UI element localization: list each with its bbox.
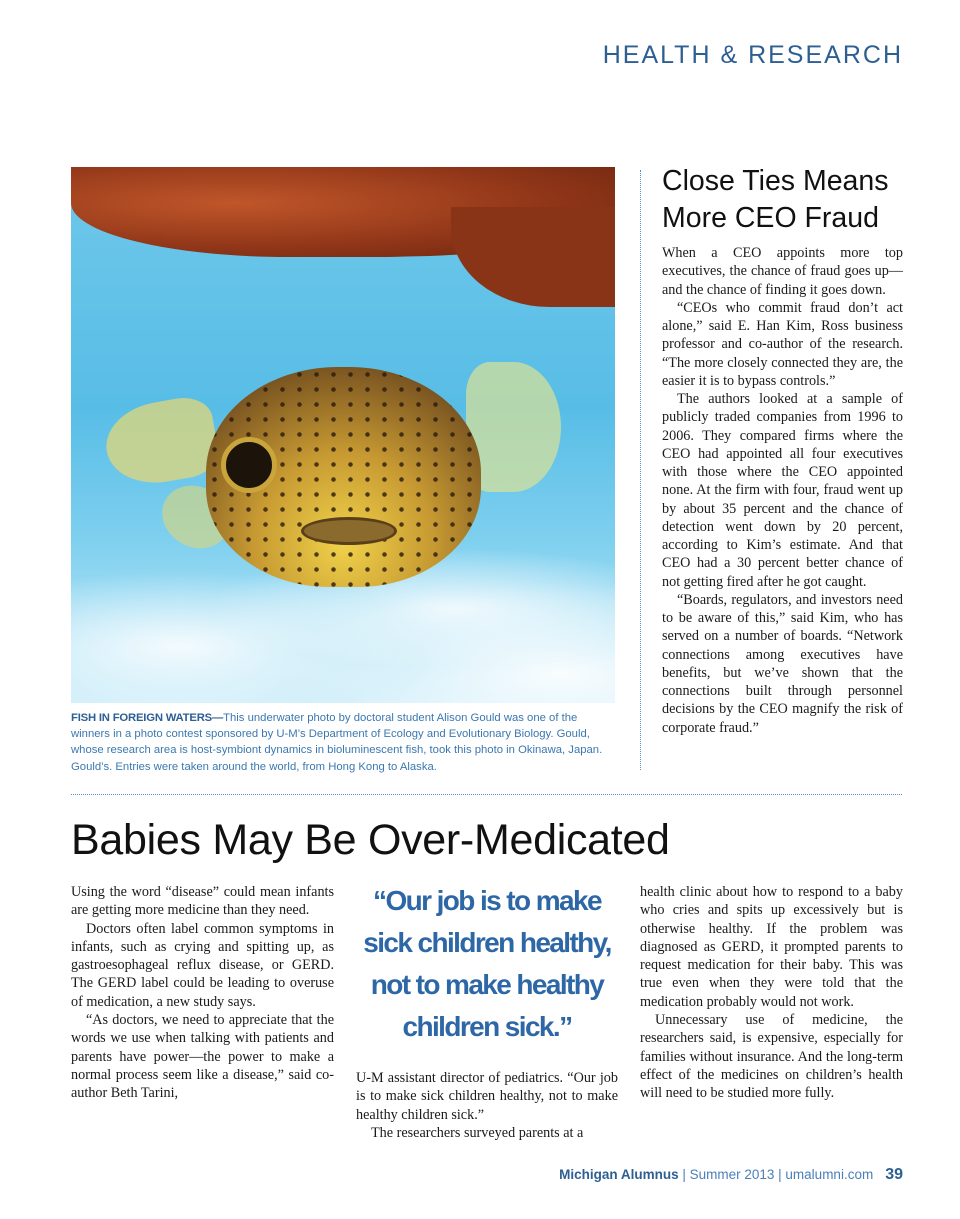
pull-quote: “Our job is to make sick children healthy, not to make healthy children sick.”	[363, 885, 611, 1042]
coral-reef-shape-right	[451, 207, 615, 307]
fish-eye	[221, 437, 277, 493]
page-number: 39	[885, 1166, 903, 1183]
babies-column-1	[71, 883, 334, 1103]
ceo-article-body	[662, 244, 903, 737]
babies-paragraph: Unnecessary use of medicine, the researchers said, is expensive, especially for families without insurance. And the long-term effect of the medicines on children’s health will need to be studied more fully.	[640, 1012, 903, 1102]
ceo-paragraph: “Boards, regulators, and investors need to be aware of this,” said Kim, who has served on a number of boards. “Network connections among executives have benefits, but we’ve shown that the connections built through personnel decisions by the CEO magnify the risk of corporate fraud.”	[662, 591, 903, 736]
footer-separator: |	[678, 1167, 690, 1182]
section-divider	[71, 794, 902, 795]
footer-magazine: Michigan Alumnus	[559, 1167, 679, 1182]
footer-site: umalumni.com	[785, 1167, 874, 1182]
ceo-paragraph: “CEOs who commit fraud don’t act alone,” said E. Han Kim, Ross business professor and co-author of the research. “The more closely connected they are, the easier it is to bypass controls.”	[662, 299, 903, 389]
pufferfish-body	[206, 367, 481, 587]
babies-column-3	[640, 883, 903, 1103]
fish-mouth	[301, 517, 397, 545]
ceo-paragraph: When a CEO appoints more top executives, the chance of fraud goes up—and the chance of finding it goes down.	[662, 245, 903, 298]
babies-paragraph: Doctors often label common symptoms in infants, such as crying and spitting up, as gastroesophageal reflux disease, or GERD. The GERD label could be leading to overuse of medication, a new study says.	[71, 920, 334, 1010]
footer-separator: |	[774, 1167, 786, 1182]
footer-issue: Summer 2013	[689, 1167, 775, 1182]
column-divider	[640, 170, 641, 770]
babies-paragraph: “As doctors, we need to appreciate that the words we use when talking with patients and parents have power—the power to make a normal process seem like a disease,” said co-author Beth Tarini,	[71, 1012, 334, 1102]
pufferfish-photo	[71, 167, 615, 703]
babies-paragraph: health clinic about how to respond to a baby who cries and spits up excessively but is otherwise healthy. If the problem was diagnosed as GERD, it prompted parents to request medication for their baby. This was true even when they were told that the medication probably would not work.	[640, 884, 903, 1010]
caption-text: This underwater photo by doctoral student Alison Gould was one of the winners in a photo contest sponsored by U-M’s Department of Ecology and Evolutionary Biology. Gould, whose research area is host-symbiont dynamics in bioluminescent fish, took this photo in Okinawa, Japan. Gould’s. Entries were taken around the world, from Hong Kong to Alaska.	[71, 712, 603, 773]
section-header: HEALTH & RESEARCH	[602, 41, 903, 69]
babies-paragraph: U-M assistant director of pediatrics. “Our job is to make sick children healthy, not to make healthy children sick.”	[356, 1070, 618, 1123]
ceo-article-title: Close Ties Means More CEO Fraud	[662, 165, 889, 234]
babies-paragraph: The researchers surveyed parents at a	[371, 1124, 584, 1141]
fish-fin-left	[100, 393, 222, 491]
babies-column-2	[356, 1069, 618, 1142]
photo-caption	[71, 710, 615, 775]
babies-paragraph: Using the word “disease” could mean infants are getting more medicine than they need.	[71, 884, 334, 919]
caption-lead: FISH IN FOREIGN WATERS—	[71, 712, 224, 724]
babies-article-title: Babies May Be Over-Medicated	[71, 816, 670, 864]
page-footer	[559, 1166, 903, 1184]
ceo-paragraph: The authors looked at a sample of publicly traded companies from 1996 to 2006. They compared firms where the CEO had appointed all four executives with those where the CEO appointed none. At the firm with four, fraud went up by about 35 percent and the chance of detection went down by 20 percent, according to Kim’s estimate. And that CEO had a 30 percent better chance of not getting fired after he got caught.	[662, 391, 903, 590]
